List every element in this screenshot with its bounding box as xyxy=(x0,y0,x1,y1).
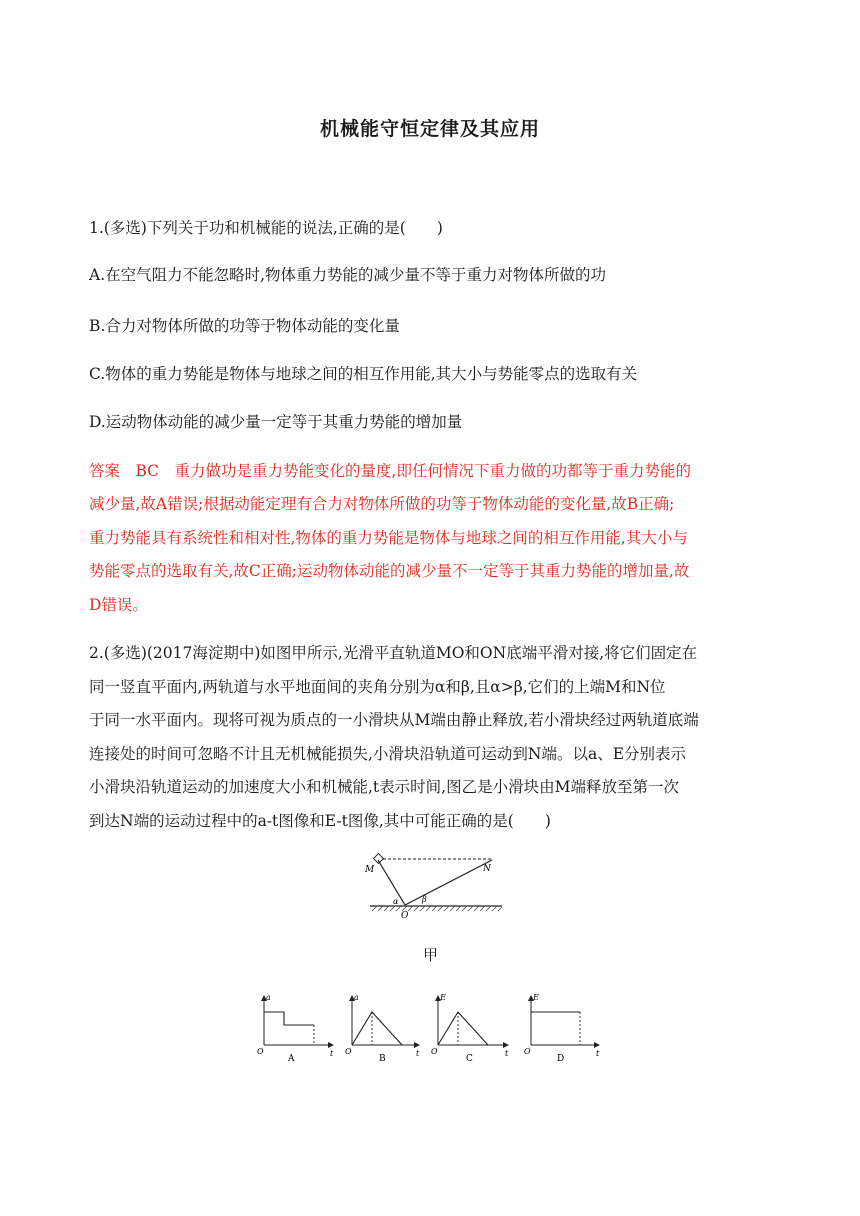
q2-stem-line: 小滑块沿轨道运动的加速度大小和机械能,t表示时间,图乙是小滑块由M端释放至第一次 xyxy=(89,778,679,796)
label-beta: β xyxy=(422,895,427,904)
graph-caption: B xyxy=(379,1054,386,1064)
label-n: N xyxy=(483,864,491,874)
graph-d xyxy=(524,993,600,1064)
q1-answer-line: D错误。 xyxy=(89,596,148,614)
label-o: O xyxy=(401,911,409,921)
origin-label: O xyxy=(524,1047,531,1056)
q2-stem-line: 同一竖直平面内,两轨道与水平地面间的夹角分别为α和β,且α>β,它们的上端M和N位 xyxy=(89,678,666,696)
plot-line xyxy=(438,1012,488,1045)
q2-stem-line: 连接处的时间可忽略不计且无机械能损失,小滑块沿轨道可运动到N端。以a、E分别表示 xyxy=(89,745,687,763)
plot-line xyxy=(352,1012,402,1045)
graph-c xyxy=(431,993,509,1064)
q1-option-b: B.合力对物体所做的功等于物体动能的变化量 xyxy=(89,317,400,335)
x-label: t xyxy=(416,1049,420,1058)
q2-stem-line: 于同一水平面内。现将可视为质点的一小滑块从M端由静止释放,若小滑块经过两轨道底端 xyxy=(89,711,699,729)
graph-caption: D xyxy=(557,1054,565,1064)
x-label: t xyxy=(330,1049,334,1058)
y-label: E xyxy=(440,993,446,1002)
q1-answer-line: 答案 BC 重力做功是重力势能变化的量度,即任何情况下重力做的功都等于重力势能的 xyxy=(89,462,691,480)
q1-stem: 1.(多选)下列关于功和机械能的说法,正确的是( ) xyxy=(89,219,443,237)
y-label: a xyxy=(354,993,359,1002)
graph-caption: C xyxy=(466,1054,473,1064)
graph-options xyxy=(255,990,605,1065)
y-label: a xyxy=(266,993,271,1002)
graph-b xyxy=(345,993,420,1064)
track-on xyxy=(405,860,492,905)
origin-label: O xyxy=(257,1047,264,1056)
page-title: 机械能守恒定律及其应用 xyxy=(319,118,540,140)
q2-stem-line: 到达N端的运动过程中的a-t图像和E-t图像,其中可能正确的是( ) xyxy=(89,812,551,830)
q1-option-c: C.物体的重力势能是物体与地球之间的相互作用能,其大小与势能零点的选取有关 xyxy=(89,365,638,383)
x-label: t xyxy=(505,1049,509,1058)
q1-answer-line: 减少量,故A错误;根据动能定理有合力对物体所做的功等于物体动能的变化量,故B正确; xyxy=(89,495,675,513)
x-label: t xyxy=(596,1049,600,1058)
q1-option-a: A.在空气阻力不能忽略时,物体重力势能的减少量不等于重力对物体所做的功 xyxy=(89,266,607,284)
q1-option-d: D.运动物体动能的减少量一定等于其重力势能的增加量 xyxy=(89,413,463,431)
label-m: M xyxy=(365,865,375,875)
q1-answer-line: 势能零点的选取有关,故C正确;运动物体动能的减少量不一定等于其重力势能的增加量,故 xyxy=(89,562,690,580)
origin-label: O xyxy=(431,1047,438,1056)
graph-caption: A xyxy=(288,1054,295,1064)
track-diagram xyxy=(360,850,510,925)
q2-stem-line: 2.(多选)(2017海淀期中)如图甲所示,光滑平直轨道MO和ON底端平滑对接,将它们固定在 xyxy=(89,644,698,662)
graph-a xyxy=(257,993,334,1064)
q1-answer-line: 重力势能具有系统性和相对性,物体的重力势能是物体与地球之间的相互作用能,其大小与 xyxy=(89,529,688,547)
plot-line xyxy=(264,1012,314,1025)
y-label: E xyxy=(533,993,539,1002)
figure-caption: 甲 xyxy=(423,946,439,964)
track-mo xyxy=(378,860,405,905)
label-alpha: α xyxy=(393,897,399,906)
origin-label: O xyxy=(345,1047,352,1056)
ground-hatch xyxy=(372,906,502,911)
